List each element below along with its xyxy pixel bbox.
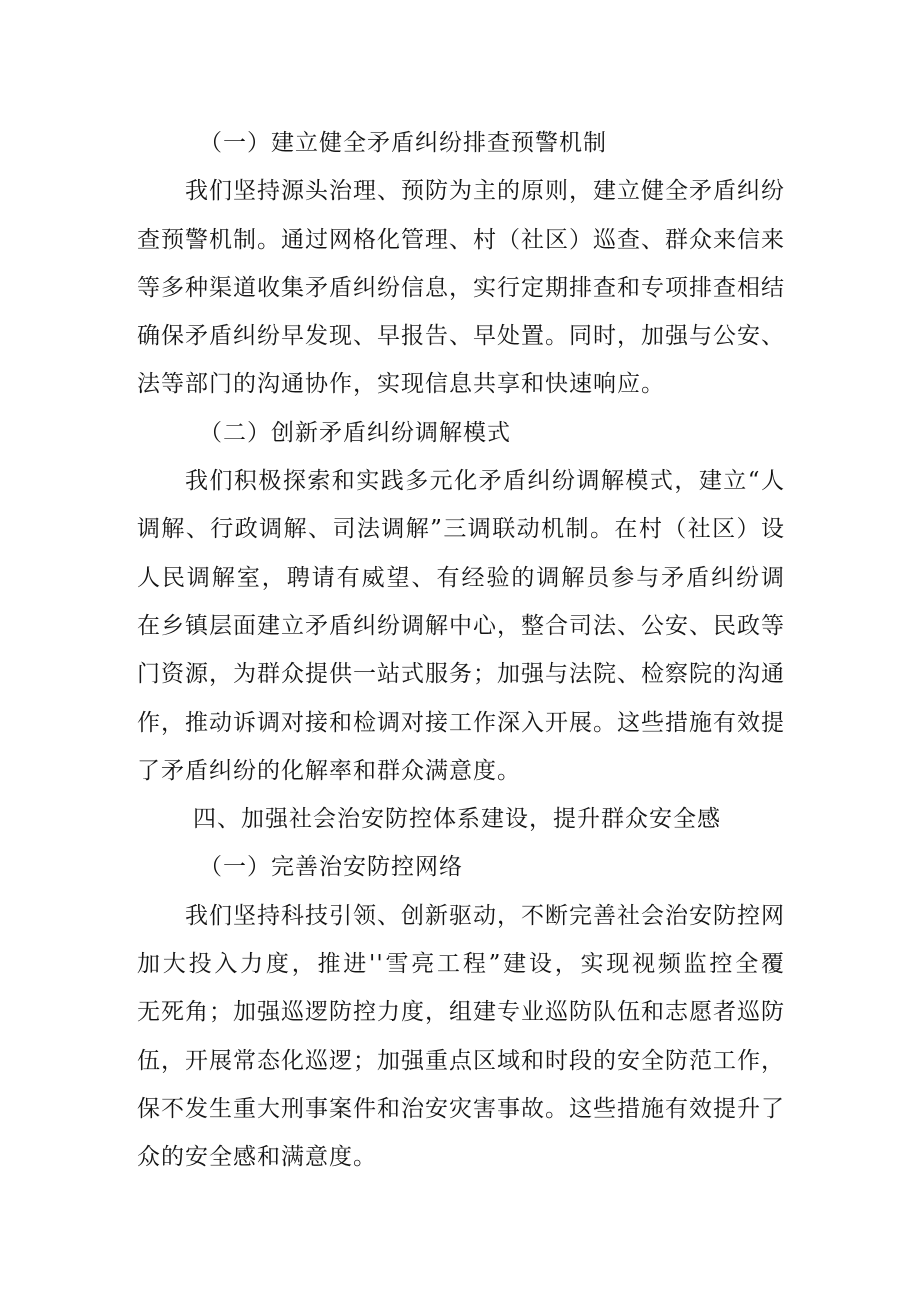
text-line: 了矛盾纠纷的化解率和群众满意度。 bbox=[137, 757, 521, 784]
text-line: 等多种渠道收集矛盾纠纷信息，实行定期排查和专项排查相结 bbox=[137, 274, 785, 301]
text-line: 加大投入力度，推进''雪亮工程”建设，实现视频监控全覆 bbox=[137, 951, 785, 978]
paragraph bbox=[137, 167, 785, 408]
section-heading bbox=[137, 795, 785, 843]
text-line: （二）创新矛盾纠纷调解模式 bbox=[199, 419, 511, 446]
subheading bbox=[137, 119, 785, 167]
subheading bbox=[137, 409, 785, 457]
text-line: 众的安全感和满意度。 bbox=[137, 1144, 377, 1171]
text-line: 伍，开展常态化巡逻；加强重点区域和时段的安全防范工作， bbox=[137, 1047, 785, 1074]
text-line: 人民调解室，聘请有威望、有经验的调解员参与矛盾纠纷调 bbox=[137, 564, 785, 591]
paragraph bbox=[137, 457, 785, 795]
subheading bbox=[137, 843, 785, 891]
text-line: 我们积极探索和实践多元化矛盾纠纷调解模式，建立“人 bbox=[185, 468, 785, 495]
text-line: 作，推动诉调对接和检调对接工作深入开展。这些措施有效提 bbox=[137, 709, 785, 736]
text-line: 门资源，为群众提供一站式服务；加强与法院、检察院的沟通 bbox=[137, 661, 785, 688]
document-body bbox=[137, 119, 785, 1182]
text-line: 在乡镇层面建立矛盾纠纷调解中心，整合司法、公安、民政等 bbox=[137, 612, 785, 639]
text-line: （一）完善治安防控网络 bbox=[199, 854, 463, 881]
text-line: 确保矛盾纠纷早发现、早报告、早处置。同时，加强与公安、 bbox=[137, 323, 785, 350]
text-line: 我们坚持科技引领、创新驱动，不断完善社会治安防控网 bbox=[185, 902, 785, 929]
text-line: 查预警机制。通过网格化管理、村（社区）巡查、群众来信来 bbox=[137, 226, 785, 253]
text-line: 无死角；加强巡逻防控力度，组建专业巡防队伍和志愿者巡防 bbox=[137, 999, 785, 1026]
text-line: 保不发生重大刑事案件和治安灾害事故。这些措施有效提升了 bbox=[137, 1095, 785, 1122]
text-line: 法等部门的沟通协作，实现信息共享和快速响应。 bbox=[137, 371, 665, 398]
text-line: 调解、行政调解、司法调解”三调联动机制。在村（社区）设 bbox=[137, 516, 785, 543]
text-line: （一）建立健全矛盾纠纷排查预警机制 bbox=[199, 130, 607, 156]
paragraph bbox=[137, 892, 785, 1182]
text-line: 四、加强社会治安防控体系建设，提升群众安全感 bbox=[193, 806, 721, 833]
text-line: 我们坚持源头治理、预防为主的原则，建立健全矛盾纠纷 bbox=[185, 178, 785, 205]
